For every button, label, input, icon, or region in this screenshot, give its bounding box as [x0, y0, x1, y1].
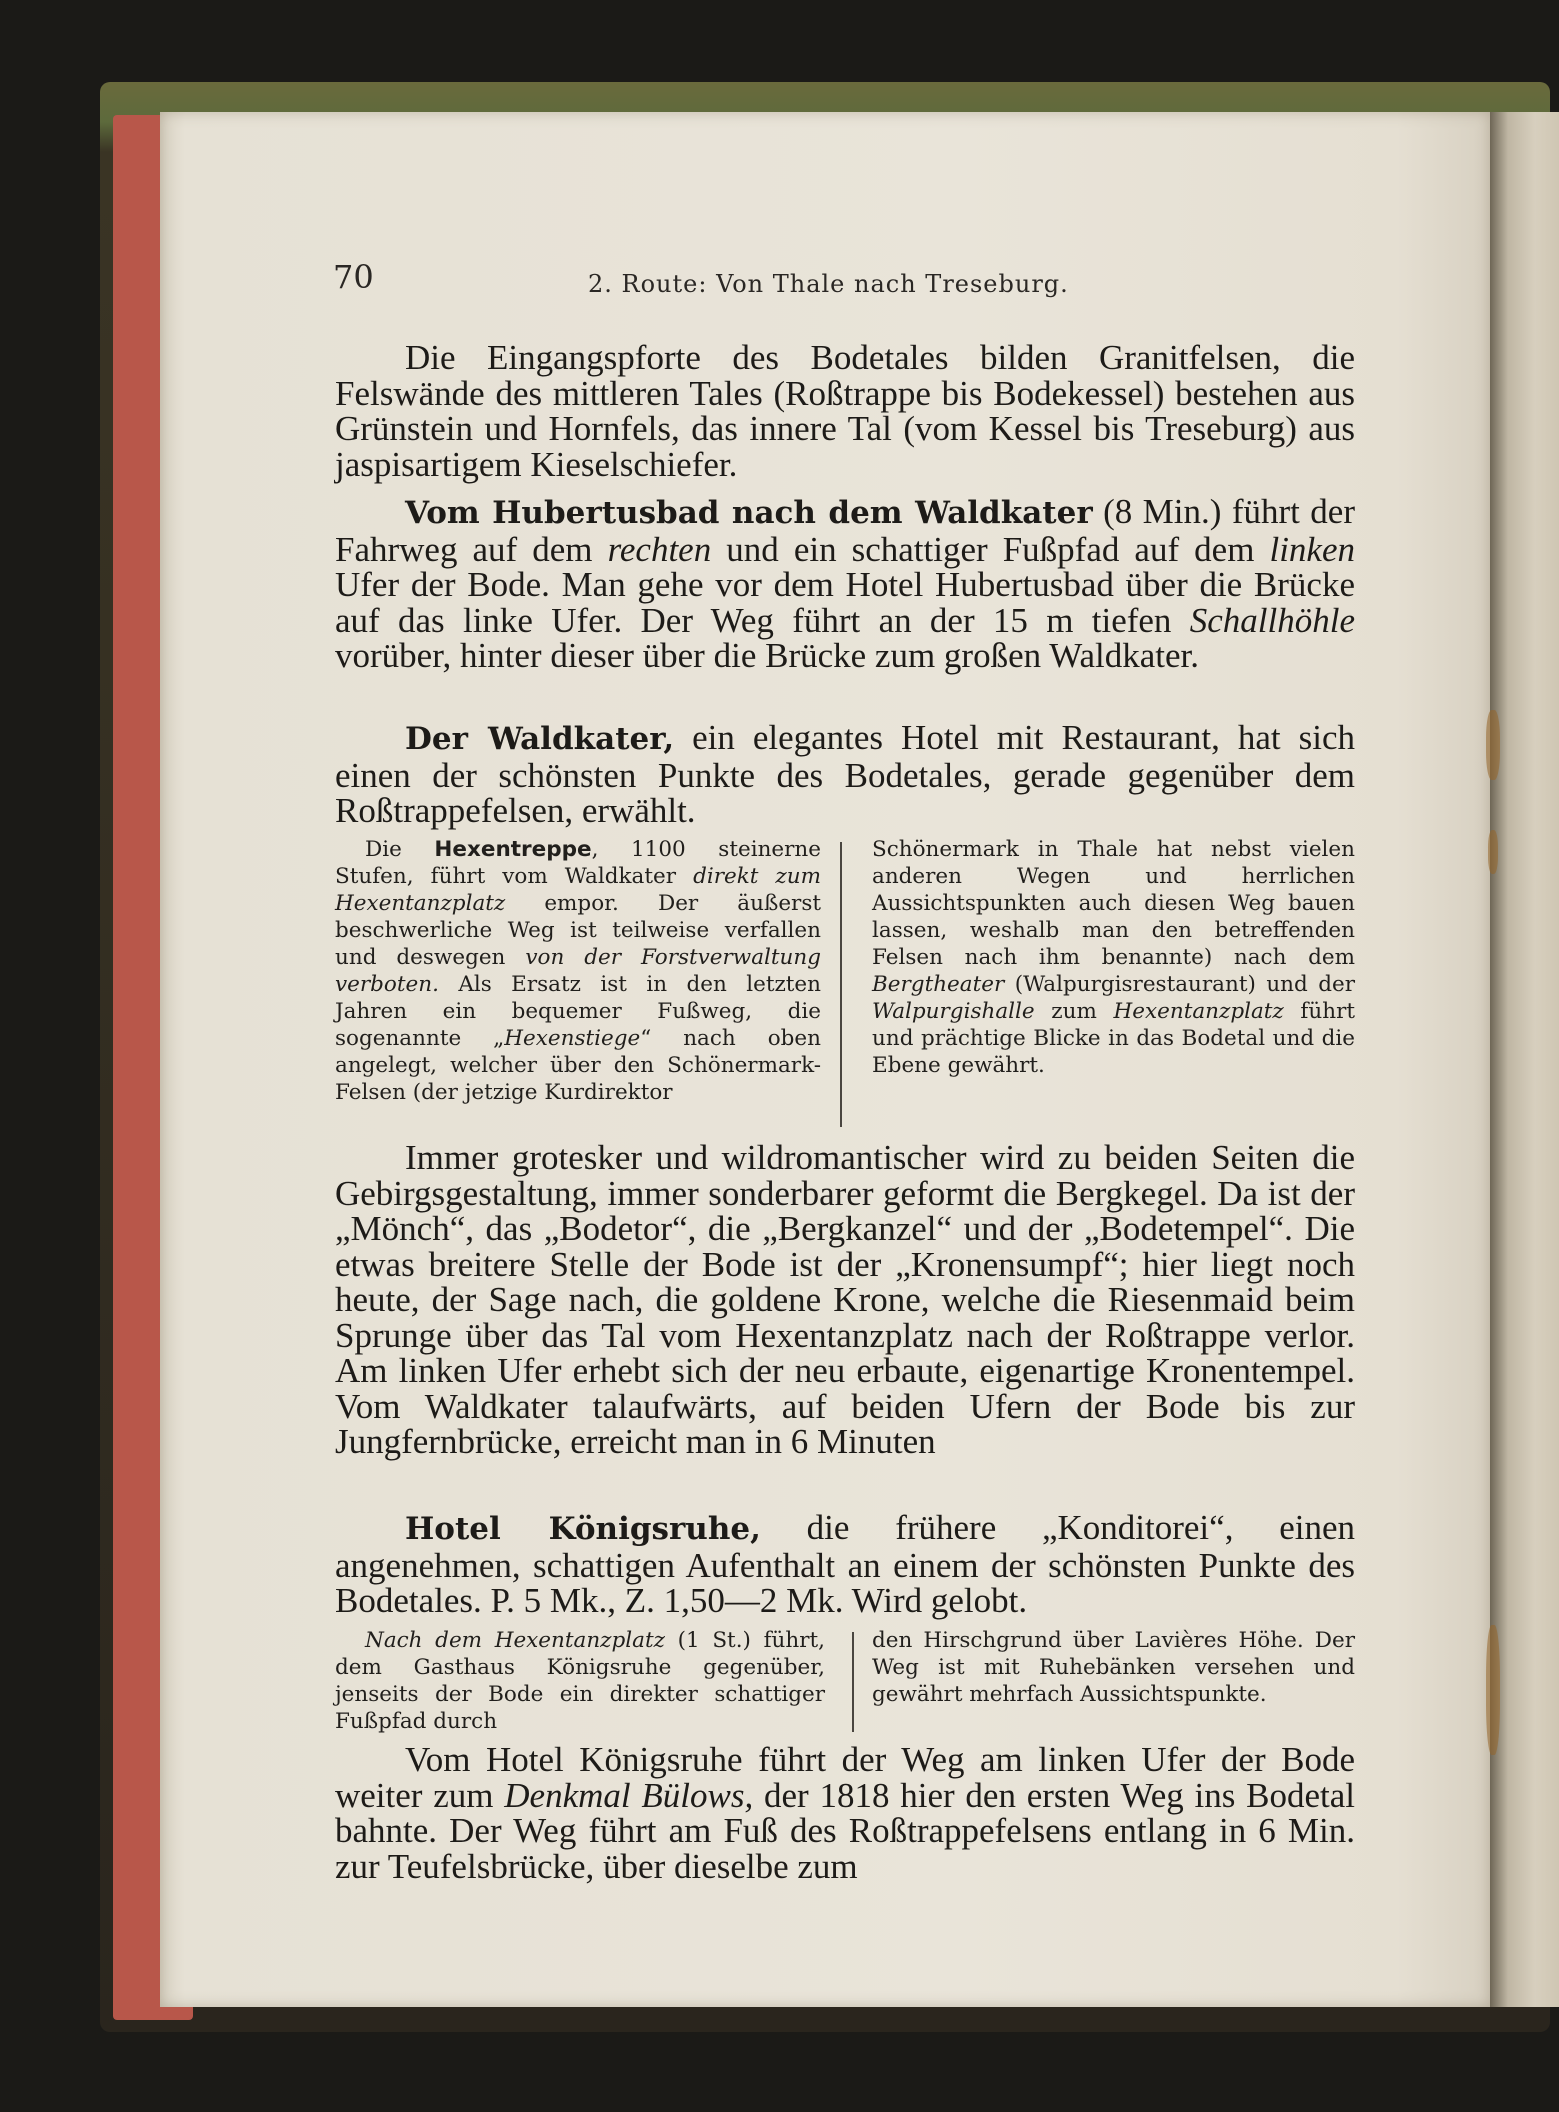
note-emphasis: Walpurgishalle	[872, 999, 1035, 1024]
note-text: Als Ersatz ist in den letzten Jahren ein bequemer Fußweg, die sogenannte „	[335, 972, 821, 1051]
facing-page-gutter	[1490, 112, 1559, 2007]
note-text: (Walpurgisrestaurant) und der	[1004, 972, 1355, 997]
paragraph-text: Die Eingangspforte des Bodetales bilden Granitfelsen, die Felswände des mittleren Tales (Roßtrappe bis Bodekessel) bestehen aus Grünstein und Hornfels, das innere Tal (vom Kessel bis Treseburg) aus jaspisartigem Kieselschiefer.	[335, 338, 1355, 484]
emphasis-text: rechten	[607, 529, 712, 569]
page-number: 70	[333, 258, 374, 296]
stain-mark	[1486, 1625, 1500, 1755]
paragraph-buelow	[335, 1742, 1355, 1884]
paragraph-text: Vom Hotel Königsruhe führt der Weg am linken Ufer der Bode weiter zum	[335, 1740, 1355, 1815]
note-text: , 1100 steinerne Stufen, führt vom Waldkater	[335, 837, 821, 889]
page-header	[333, 258, 1353, 298]
note-text: zum	[1034, 999, 1114, 1024]
note-hexentreppe-left	[335, 836, 821, 1106]
paragraph-text: und ein schattiger Fußpfad auf dem	[711, 529, 1270, 569]
note-hexentanzplatz-right	[872, 1627, 1355, 1708]
paragraph-hubertusbad	[335, 494, 1355, 674]
note-emphasis: Hexentanzplatz	[1113, 999, 1284, 1024]
note-emphasis: direkt zum Hexentanzplatz	[335, 864, 821, 916]
paragraph-text: ein elegantes Hotel mit Restaurant, hat sich einen der schönsten Punkte des Bodetales, gerade gegenüber dem Roßtrappefelsen, erwählt.	[335, 718, 1355, 830]
column-divider	[852, 1632, 854, 1732]
note-emphasis: Bergtheater	[872, 972, 1005, 997]
stain-mark	[1488, 830, 1498, 874]
heading-hubertusbad: Vom Hubertusbad nach dem Waldkater	[405, 495, 1093, 531]
paragraph-text: Ufer der Bode. Man gehe vor dem Hotel Hubertusbad über die Brücke auf das linke Ufer. Der Weg führt an der 15 m tiefen	[335, 565, 1355, 640]
paragraph-koenigsruhe	[335, 1510, 1355, 1619]
paragraph-text: vorüber, hinter dieser über die Brücke zum großen Waldkater.	[335, 636, 1199, 675]
note-hexentanzplatz-left	[335, 1627, 825, 1735]
emphasis-text: Denkmal Bülows,	[504, 1775, 754, 1815]
heading-koenigsruhe: Hotel Königsruhe,	[405, 1511, 761, 1547]
emphasis-text: linken	[1269, 529, 1355, 569]
paragraph-waldkater	[335, 720, 1355, 829]
note-emphasis: Nach dem Hexentanzplatz	[365, 1628, 665, 1653]
note-text: den Hirschgrund über Lavières Höhe. Der Weg ist mit Ruhebänken versehen und gewährt mehrfach Aussichtspunkte.	[872, 1628, 1355, 1707]
note-text: “ nach oben angelegt, welcher über den Schönermark-Felsen (der jetzige Kurdirektor	[335, 1026, 821, 1105]
paragraph-text: der 1818 hier den ersten Weg ins Bodetal bahnte. Der Weg führt am Fuß des Roßtrappefelsens entlang in 6 Min. zur Teufelsbrücke, über dieselbe zum	[335, 1775, 1355, 1886]
note-emphasis: Hexenstiege	[504, 1026, 641, 1051]
note-text: empor. Der äußerst beschwerliche Weg ist teilweise verfallen und deswegen	[335, 891, 821, 970]
stain-mark	[1486, 710, 1500, 780]
paragraph-text: Immer grotesker und wildromantischer wird zu beiden Seiten die Gebirgsgestaltung, immer sonderbarer geformt die Bergkegel. Da ist der „Mönch“, das „Bodetor“, die „Bergkanzel“ und der „Bodetempel“. Die etwas breitere Stelle der Bode ist der „Kronensumpf“; hier liegt noch heute, der Sage nach, die goldene Krone, welche die Riesenmaid beim Sprunge über das Tal vom Hexentanzplatz nach der Roßtrappe verlor. Am linken Ufer erhebt sich der neu erbaute, eigenartige Kronentempel. Vom Waldkater talaufwärts, auf beiden Ufern der Bode bis zur Jungfernbrücke, erreicht man in 6 Minuten	[335, 1138, 1355, 1461]
paragraph-text: die frühere „Konditorei“, einen angenehmen, schattigen Aufenthalt an einem der schönsten Punkte des Bodetales. P. 5 Mk., Z. 1,50—2 Mk. Wird gelobt.	[335, 1508, 1356, 1620]
note-emphasis: von der Forstverwaltung verboten.	[335, 945, 821, 997]
emphasis-text: Schallhöhle	[1189, 600, 1355, 640]
paragraph-geology	[335, 340, 1355, 482]
note-text: (1 St.) führt, dem Gasthaus Königsruhe gegenüber, jenseits der Bode ein direkter schattiger Fußpfad durch	[335, 1628, 825, 1734]
note-hexentreppe-right	[872, 836, 1355, 1079]
running-title: 2. Route: Von Thale nach Treseburg.	[588, 270, 1069, 298]
column-divider	[840, 842, 842, 1127]
note-text: Schönermark in Thale hat nebst vielen anderen Wegen und herrlichen Aussichtspunkten auch diesen Weg bauen lassen, weshalb man den betreffenden Felsen nach ihm benannte) nach dem	[872, 837, 1355, 970]
paragraph-felsen	[335, 1140, 1355, 1460]
paragraph-text: (8 Min.) führt der Fahrweg auf dem	[335, 492, 1355, 569]
note-heading: Hexentreppe	[434, 837, 592, 862]
heading-waldkater: Der Waldkater,	[405, 721, 675, 757]
note-text: Die	[365, 837, 435, 862]
note-text: führt und prächtige Blicke in das Bodetal und die Ebene gewährt.	[872, 999, 1355, 1078]
